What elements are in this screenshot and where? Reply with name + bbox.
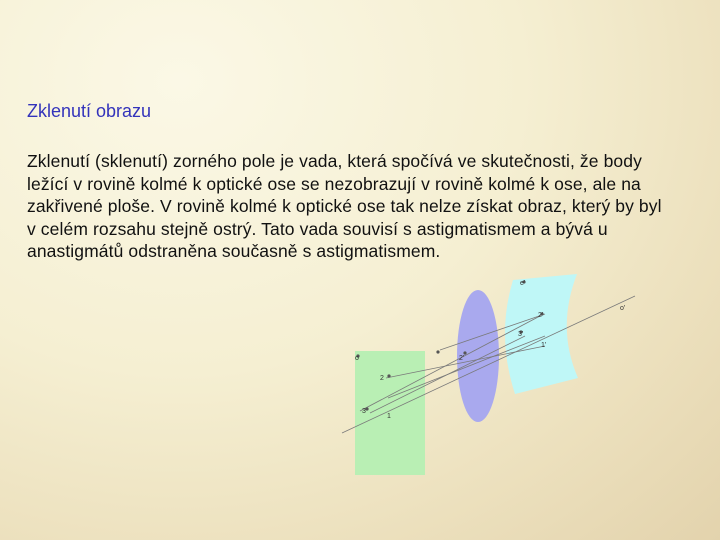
point-object-2 bbox=[387, 374, 390, 377]
label-image-o: o' bbox=[620, 305, 626, 312]
point-lens bbox=[436, 350, 439, 353]
paragraph-rest: ) zorného pole je vada, která spočívá ve skutečnosti, že body ležící v rovině kolmé k optické ose se nezobrazují v rovině kolmé k ose, ale na zakřivené ploše. V rovině kolmé k optické ose tak nelze získat obraz, který by byl v celém rozsahu stejně ostrý. Tato vada souvisí s astigmatismem a bývá u anastigmátů odstraněna současně s astigmatismem. bbox=[27, 151, 662, 261]
label-lens-2: 2' bbox=[459, 355, 465, 362]
open-paren: ( bbox=[90, 151, 101, 171]
label-image-e: e' bbox=[520, 280, 526, 287]
label-object-1: 1 bbox=[387, 413, 391, 420]
slide-paragraph bbox=[27, 150, 672, 263]
label-object-3: 3 bbox=[362, 408, 366, 415]
field-curvature-diagram bbox=[330, 268, 650, 483]
term: Zklenutí bbox=[27, 151, 91, 171]
label-object-2: 2 bbox=[380, 375, 384, 382]
label-image-1: 1' bbox=[541, 342, 547, 349]
image-surface bbox=[505, 274, 578, 394]
label-image-3: 3' bbox=[518, 331, 524, 338]
alt-term: sklenutí bbox=[100, 151, 163, 171]
label-object-o: o bbox=[355, 355, 359, 362]
slide-title: Zklenutí obrazu bbox=[27, 101, 152, 121]
label-image-2: 2' bbox=[538, 312, 544, 319]
